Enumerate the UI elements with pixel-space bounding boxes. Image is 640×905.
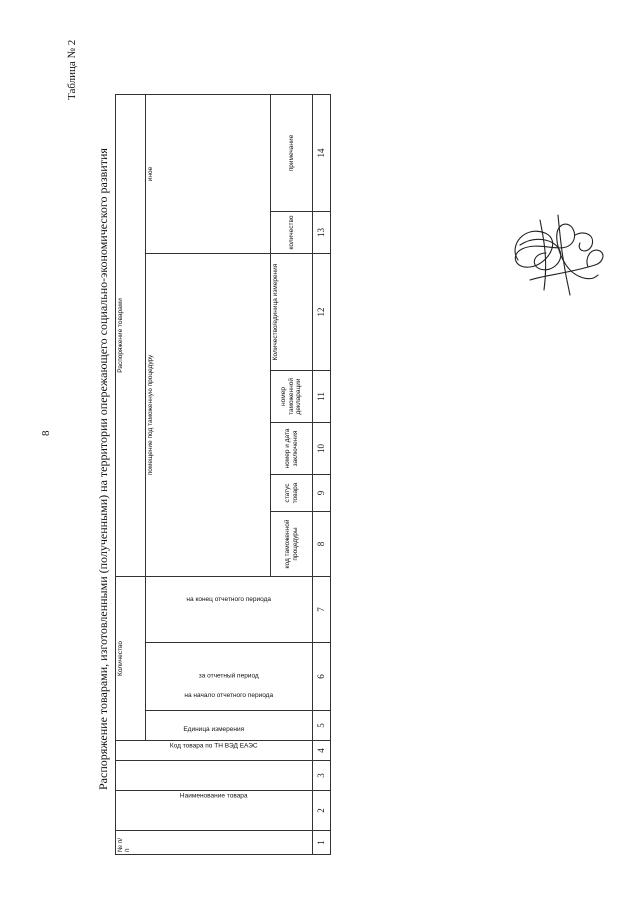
page-number: 8 [40, 430, 52, 436]
column-number: 7 [313, 576, 331, 642]
column-number: 12 [313, 253, 331, 370]
header-contract: номер и дата заключения [271, 422, 313, 474]
column-number: 3 [313, 761, 331, 791]
disposal-table-wrapper [115, 95, 330, 855]
header-other-quantity: количество [271, 211, 313, 253]
signature-mark [500, 205, 615, 305]
column-number: 5 [313, 711, 331, 741]
header-product-code: Код товара по ТН ВЭД ЕАЭС [116, 761, 313, 791]
header-procedure-code: код таможенной процедуры [271, 511, 313, 576]
column-number: 8 [313, 511, 331, 576]
header-note: примечание [271, 94, 313, 211]
column-number: 4 [313, 741, 331, 761]
header-declaration-number: номер таможенной декларации [271, 370, 313, 422]
column-number: 6 [313, 643, 331, 711]
header-customs-procedure: помещение под таможенную процедуру [146, 253, 271, 576]
column-number: 9 [313, 474, 331, 511]
header-product-name: Наименование товара [116, 791, 313, 831]
header-goods-status: статус товара [271, 474, 313, 511]
column-number: 10 [313, 422, 331, 474]
table-label: Таблица № 2 [66, 39, 78, 100]
column-number: 11 [313, 370, 331, 422]
header-quantity-end: на конец отчетного периода [146, 576, 313, 642]
header-disposal: Распоряжение товарами [116, 94, 146, 576]
column-number: 13 [313, 211, 331, 253]
header-unit: Единица измерения [116, 741, 313, 761]
header-quantity-during: за отчетный период [146, 643, 313, 711]
disposal-table [115, 94, 331, 855]
header-quantity: Количество [116, 576, 146, 740]
header-quantity-unit: Количество/единица измерения [271, 253, 313, 370]
column-number: 14 [313, 94, 331, 211]
header-other: иное [146, 94, 271, 253]
header-quantity-start: на начало отчетного периода [146, 711, 313, 741]
document-title: Распоряжение товарами, изготовленными (полученными) на территории опережающего социально-экономического развития [96, 148, 110, 790]
column-number: 2 [313, 791, 331, 831]
header-row-number: № п/ п [116, 831, 313, 855]
column-number: 1 [313, 831, 331, 855]
